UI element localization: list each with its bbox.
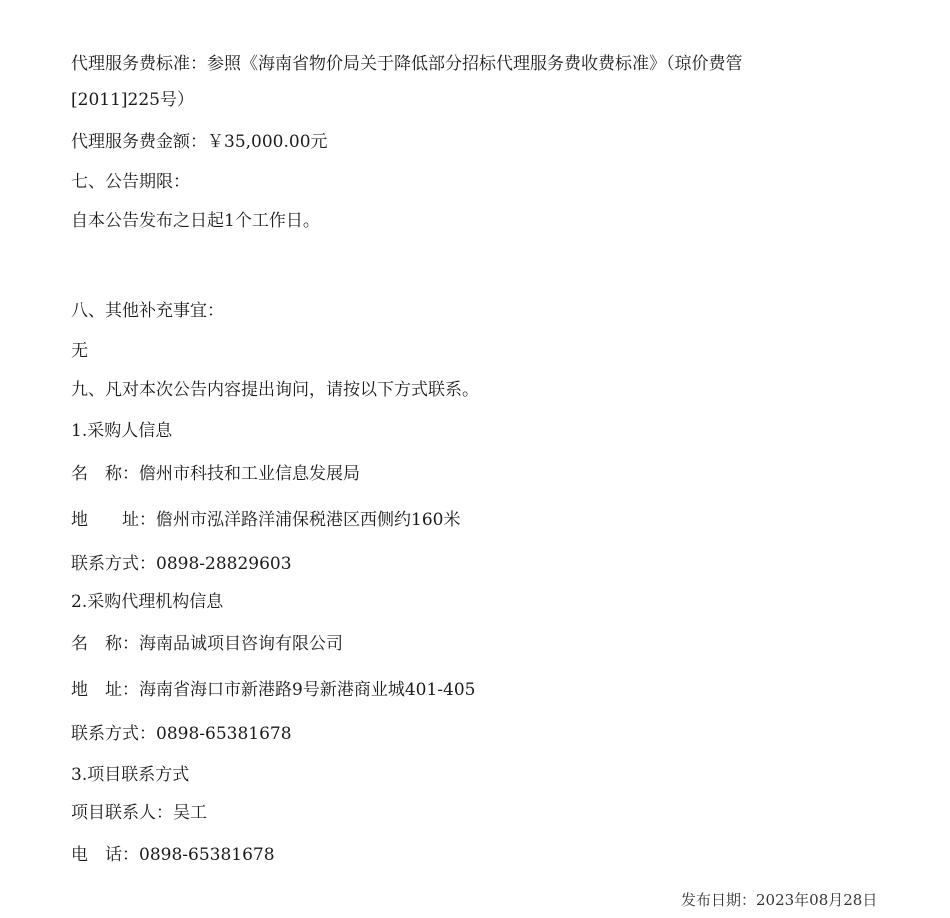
project-phone: 电 话：0898-65381678 <box>71 845 275 865</box>
publish-date: 发布日期：2023年08月28日 <box>681 891 878 909</box>
purchaser-info-heading: 1.采购人信息 <box>71 421 173 441</box>
service-fee-amount: 代理服务费金额：￥35,000.00元 <box>71 132 328 152</box>
service-fee-standard: 代理服务费标准：参照《海南省物价局关于降低部分招标代理服务费收费标准》（琼价费管 <box>71 54 743 74</box>
section-8-heading: 八、其他补充事宜： <box>71 301 224 321</box>
supplement-text: 无 <box>71 341 88 361</box>
purchaser-address: 地 址：儋州市泓洋路洋浦保税港区西侧约160米 <box>71 510 461 530</box>
section-7-heading: 七、公告期限： <box>71 172 190 192</box>
section-9-heading: 九、凡对本次公告内容提出询问，请按以下方式联系。 <box>71 380 479 400</box>
agency-name: 名 称：海南品诚项目咨询有限公司 <box>71 634 343 654</box>
agency-info-heading: 2.采购代理机构信息 <box>71 592 224 612</box>
purchaser-contact: 联系方式：0898-28829603 <box>71 554 292 574</box>
purchaser-name: 名 称：儋州市科技和工业信息发展局 <box>71 464 360 484</box>
project-contact-person: 项目联系人：吴工 <box>71 803 207 823</box>
service-fee-standard-cont: [2011]225号） <box>71 90 194 110</box>
project-contact-heading: 3.项目联系方式 <box>71 765 190 785</box>
agency-address: 地 址：海南省海口市新港路9号新港商业城401-405 <box>71 680 476 700</box>
agency-contact: 联系方式：0898-65381678 <box>71 724 292 744</box>
notice-period-text: 自本公告发布之日起1个工作日。 <box>71 211 320 231</box>
